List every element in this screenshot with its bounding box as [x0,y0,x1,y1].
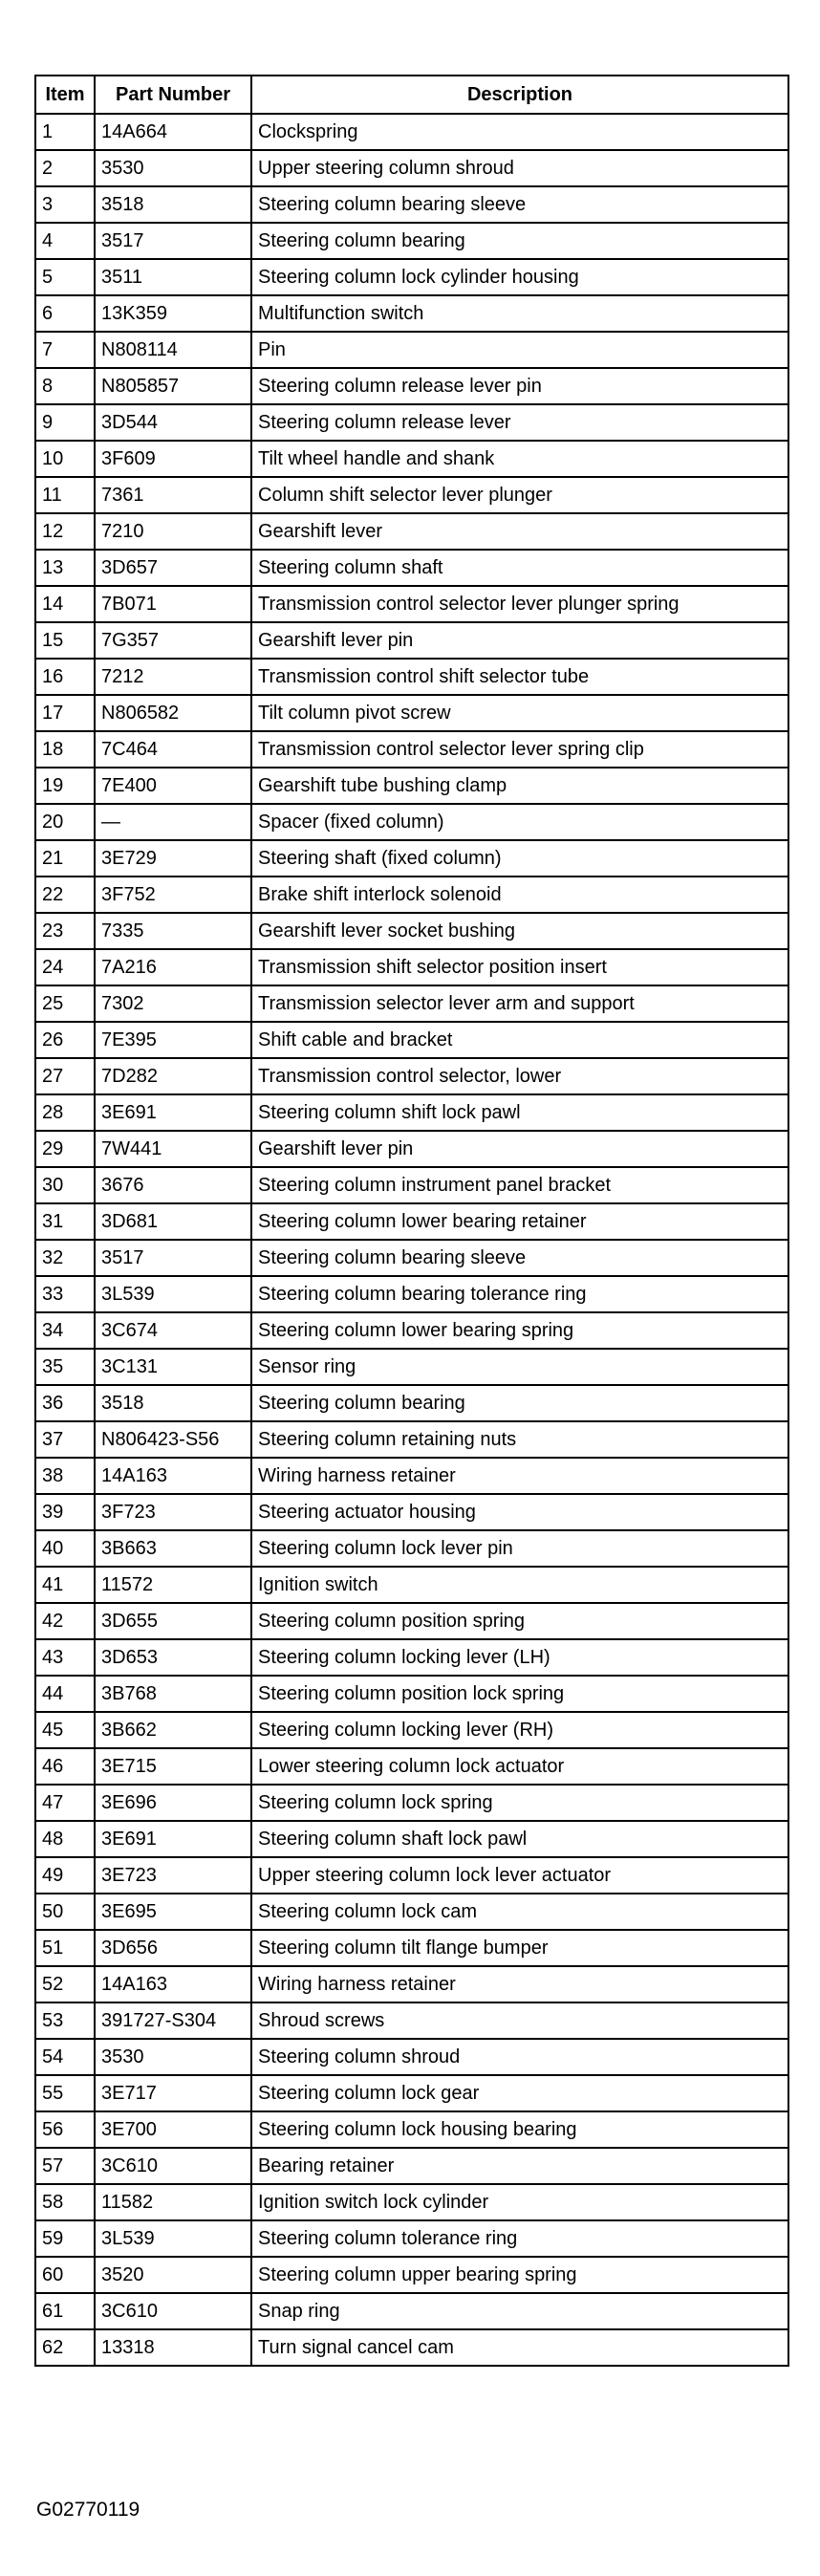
cell-description: Steering column lock cylinder housing [251,259,788,295]
cell-description: Pin [251,332,788,368]
table-row [35,1821,788,1857]
table-row [35,1748,788,1785]
cell-part-number: 13K359 [95,295,251,332]
table-row [35,441,788,477]
table-row [35,877,788,913]
cell-part-number: 3517 [95,223,251,259]
cell-description: Transmission control selector, lower [251,1058,788,1094]
table-row [35,1966,788,2002]
cell-part-number: 7C464 [95,731,251,768]
cell-description: Steering shaft (fixed column) [251,840,788,877]
cell-part-number: 3517 [95,1240,251,1276]
table-row [35,2220,788,2257]
table-row [35,2075,788,2111]
cell-part-number: 3C131 [95,1349,251,1385]
cell-description: Steering column lock gear [251,2075,788,2111]
cell-description: Steering column bearing [251,223,788,259]
cell-item: 24 [35,949,95,985]
cell-description: Transmission control selector lever plunger spring [251,586,788,622]
cell-description: Steering column shroud [251,2039,788,2075]
table-row [35,1639,788,1676]
table-row [35,1494,788,1530]
table-row [35,114,788,150]
cell-description: Transmission control selector lever spring clip [251,731,788,768]
table-row [35,695,788,731]
cell-item: 62 [35,2329,95,2366]
cell-part-number: 7G357 [95,622,251,659]
table-row [35,1530,788,1567]
cell-description: Shift cable and bracket [251,1022,788,1058]
cell-part-number: 7212 [95,659,251,695]
table-row [35,2148,788,2184]
cell-part-number: 3B768 [95,1676,251,1712]
table-row [35,550,788,586]
table-row [35,223,788,259]
cell-part-number: 3E700 [95,2111,251,2148]
cell-item: 37 [35,1421,95,1458]
cell-item: 14 [35,586,95,622]
cell-description: Steering column shift lock pawl [251,1094,788,1131]
header-part-number: Part Number [95,76,251,114]
cell-description: Column shift selector lever plunger [251,477,788,513]
cell-item: 21 [35,840,95,877]
cell-item: 47 [35,1785,95,1821]
cell-description: Upper steering column shroud [251,150,788,186]
table-row [35,2002,788,2039]
cell-part-number: 3E695 [95,1894,251,1930]
cell-description: Transmission control shift selector tube [251,659,788,695]
cell-description: Gearshift lever pin [251,622,788,659]
cell-description: Transmission selector lever arm and support [251,985,788,1022]
cell-item: 27 [35,1058,95,1094]
cell-item: 36 [35,1385,95,1421]
cell-part-number: 3D653 [95,1639,251,1676]
cell-description: Transmission shift selector position insert [251,949,788,985]
cell-part-number: 3E696 [95,1785,251,1821]
cell-description: Steering column lock lever pin [251,1530,788,1567]
cell-part-number: N806582 [95,695,251,731]
table-row [35,1712,788,1748]
table-row [35,768,788,804]
cell-item: 26 [35,1022,95,1058]
table-row [35,1930,788,1966]
table-row [35,949,788,985]
table-row [35,622,788,659]
table-row [35,513,788,550]
table-row [35,1276,788,1312]
cell-part-number: 3B662 [95,1712,251,1748]
cell-part-number: 3E729 [95,840,251,877]
cell-description: Multifunction switch [251,295,788,332]
cell-item: 19 [35,768,95,804]
cell-description: Shroud screws [251,2002,788,2039]
cell-part-number: 3511 [95,259,251,295]
cell-part-number: 11582 [95,2184,251,2220]
cell-part-number: 7361 [95,477,251,513]
cell-description: Steering column locking lever (LH) [251,1639,788,1676]
cell-part-number: 7302 [95,985,251,1022]
cell-item: 6 [35,295,95,332]
cell-part-number: 14A163 [95,1966,251,2002]
cell-item: 60 [35,2257,95,2293]
cell-part-number: 3D656 [95,1930,251,1966]
table-row [35,2111,788,2148]
cell-item: 45 [35,1712,95,1748]
cell-item: 10 [35,441,95,477]
cell-description: Steering column position lock spring [251,1676,788,1712]
cell-item: 48 [35,1821,95,1857]
cell-part-number: 3D655 [95,1603,251,1639]
cell-item: 4 [35,223,95,259]
cell-item: 5 [35,259,95,295]
cell-item: 23 [35,913,95,949]
cell-description: Clockspring [251,114,788,150]
table-row [35,840,788,877]
cell-item: 52 [35,1966,95,2002]
table-row [35,1094,788,1131]
cell-description: Steering column tolerance ring [251,2220,788,2257]
table-row [35,1894,788,1930]
cell-item: 7 [35,332,95,368]
cell-item: 3 [35,186,95,223]
cell-item: 34 [35,1312,95,1349]
table-row [35,477,788,513]
cell-description: Upper steering column lock lever actuator [251,1857,788,1894]
cell-part-number: 3F609 [95,441,251,477]
cell-item: 16 [35,659,95,695]
cell-description: Steering column release lever pin [251,368,788,404]
cell-item: 38 [35,1458,95,1494]
cell-part-number: 3E691 [95,1821,251,1857]
cell-item: 46 [35,1748,95,1785]
cell-description: Steering column lower bearing retainer [251,1203,788,1240]
cell-item: 22 [35,877,95,913]
table-row [35,295,788,332]
cell-part-number: 3D681 [95,1203,251,1240]
table-row [35,731,788,768]
cell-description: Steering column position spring [251,1603,788,1639]
cell-description: Ignition switch lock cylinder [251,2184,788,2220]
cell-description: Steering column retaining nuts [251,1421,788,1458]
cell-part-number: 3518 [95,1385,251,1421]
cell-item: 2 [35,150,95,186]
cell-item: 15 [35,622,95,659]
cell-description: Steering column bearing sleeve [251,1240,788,1276]
cell-item: 49 [35,1857,95,1894]
table-row [35,1603,788,1639]
table-row [35,259,788,295]
cell-part-number: N805857 [95,368,251,404]
cell-part-number: 7335 [95,913,251,949]
cell-item: 44 [35,1676,95,1712]
table-row [35,1567,788,1603]
cell-item: 17 [35,695,95,731]
cell-item: 54 [35,2039,95,2075]
cell-description: Gearshift lever socket bushing [251,913,788,949]
cell-description: Steering column lock spring [251,1785,788,1821]
table-row [35,186,788,223]
cell-description: Steering column bearing tolerance ring [251,1276,788,1312]
cell-item: 30 [35,1167,95,1203]
cell-part-number: 3C610 [95,2293,251,2329]
cell-item: 12 [35,513,95,550]
cell-description: Lower steering column lock actuator [251,1748,788,1785]
cell-description: Steering column shaft [251,550,788,586]
cell-item: 50 [35,1894,95,1930]
table-row [35,804,788,840]
header-description: Description [251,76,788,114]
cell-item: 55 [35,2075,95,2111]
cell-part-number: 3C674 [95,1312,251,1349]
cell-item: 59 [35,2220,95,2257]
cell-part-number: 3E691 [95,1094,251,1131]
table-row [35,1785,788,1821]
cell-part-number: 7B071 [95,586,251,622]
cell-part-number: 3676 [95,1167,251,1203]
cell-description: Bearing retainer [251,2148,788,2184]
table-row [35,1421,788,1458]
table-row [35,368,788,404]
cell-item: 8 [35,368,95,404]
cell-item: 43 [35,1639,95,1676]
table-row [35,1349,788,1385]
cell-item: 39 [35,1494,95,1530]
cell-description: Steering column instrument panel bracket [251,1167,788,1203]
table-row [35,985,788,1022]
cell-description: Spacer (fixed column) [251,804,788,840]
table-row [35,1458,788,1494]
cell-description: Steering column tilt flange bumper [251,1930,788,1966]
cell-description: Gearshift lever [251,513,788,550]
cell-part-number: 3520 [95,2257,251,2293]
cell-part-number: 7210 [95,513,251,550]
cell-description: Steering column lock housing bearing [251,2111,788,2148]
cell-part-number: 14A163 [95,1458,251,1494]
cell-item: 56 [35,2111,95,2148]
cell-item: 51 [35,1930,95,1966]
cell-item: 32 [35,1240,95,1276]
table-row [35,150,788,186]
cell-item: 61 [35,2293,95,2329]
cell-description: Tilt column pivot screw [251,695,788,731]
cell-description: Wiring harness retainer [251,1966,788,2002]
cell-part-number: 3530 [95,2039,251,2075]
cell-description: Steering column bearing sleeve [251,186,788,223]
cell-item: 25 [35,985,95,1022]
cell-description: Steering column shaft lock pawl [251,1821,788,1857]
cell-item: 11 [35,477,95,513]
table-header-row [35,76,788,114]
cell-description: Gearshift lever pin [251,1131,788,1167]
cell-part-number: 11572 [95,1567,251,1603]
cell-description: Steering column lock cam [251,1894,788,1930]
cell-description: Turn signal cancel cam [251,2329,788,2366]
table-row [35,2257,788,2293]
table-row [35,404,788,441]
cell-description: Gearshift tube bushing clamp [251,768,788,804]
cell-description: Wiring harness retainer [251,1458,788,1494]
cell-part-number: 3D657 [95,550,251,586]
cell-description: Steering column release lever [251,404,788,441]
cell-item: 28 [35,1094,95,1131]
figure-id: G02770119 [36,2499,140,2521]
cell-part-number: 3F723 [95,1494,251,1530]
cell-item: 1 [35,114,95,150]
table-row [35,1385,788,1421]
table-row [35,2039,788,2075]
table-row [35,1676,788,1712]
cell-item: 33 [35,1276,95,1312]
table-row [35,1022,788,1058]
cell-item: 58 [35,2184,95,2220]
cell-part-number: 14A664 [95,114,251,150]
cell-part-number: 3E715 [95,1748,251,1785]
cell-part-number: 3L539 [95,1276,251,1312]
cell-part-number: 3B663 [95,1530,251,1567]
table-row [35,2293,788,2329]
table-row [35,586,788,622]
table-row [35,913,788,949]
cell-item: 9 [35,404,95,441]
parts-table [34,75,789,2367]
table-row [35,2184,788,2220]
cell-item: 31 [35,1203,95,1240]
cell-item: 57 [35,2148,95,2184]
cell-part-number: 3F752 [95,877,251,913]
table-row [35,1167,788,1203]
cell-description: Brake shift interlock solenoid [251,877,788,913]
table-row [35,659,788,695]
cell-part-number: 3518 [95,186,251,223]
cell-description: Steering column locking lever (RH) [251,1712,788,1748]
cell-description: Ignition switch [251,1567,788,1603]
cell-item: 18 [35,731,95,768]
cell-item: 53 [35,2002,95,2039]
cell-part-number: N808114 [95,332,251,368]
table-row [35,2329,788,2366]
cell-part-number: 3C610 [95,2148,251,2184]
cell-item: 29 [35,1131,95,1167]
cell-item: 35 [35,1349,95,1385]
table-row [35,1312,788,1349]
cell-description: Tilt wheel handle and shank [251,441,788,477]
cell-part-number: 3E717 [95,2075,251,2111]
cell-part-number: 7A216 [95,949,251,985]
cell-item: 42 [35,1603,95,1639]
cell-item: 40 [35,1530,95,1567]
table-row [35,1131,788,1167]
cell-item: 41 [35,1567,95,1603]
table-row [35,1240,788,1276]
table-row [35,332,788,368]
cell-description: Snap ring [251,2293,788,2329]
cell-part-number: 391727-S304 [95,2002,251,2039]
header-item: Item [35,76,95,114]
table-row [35,1058,788,1094]
cell-part-number: 13318 [95,2329,251,2366]
cell-part-number: 7E395 [95,1022,251,1058]
table-body [35,114,788,2366]
cell-part-number: 3E723 [95,1857,251,1894]
cell-part-number: 3L539 [95,2220,251,2257]
cell-part-number: — [95,804,251,840]
table-row [35,1203,788,1240]
cell-part-number: 7E400 [95,768,251,804]
cell-description: Steering column lower bearing spring [251,1312,788,1349]
cell-part-number: 7D282 [95,1058,251,1094]
cell-item: 13 [35,550,95,586]
cell-part-number: 3530 [95,150,251,186]
cell-description: Steering actuator housing [251,1494,788,1530]
cell-part-number: 7W441 [95,1131,251,1167]
cell-part-number: 3D544 [95,404,251,441]
table-row [35,1857,788,1894]
cell-item: 20 [35,804,95,840]
cell-description: Steering column bearing [251,1385,788,1421]
cell-description: Steering column upper bearing spring [251,2257,788,2293]
cell-part-number: N806423-S56 [95,1421,251,1458]
cell-description: Sensor ring [251,1349,788,1385]
